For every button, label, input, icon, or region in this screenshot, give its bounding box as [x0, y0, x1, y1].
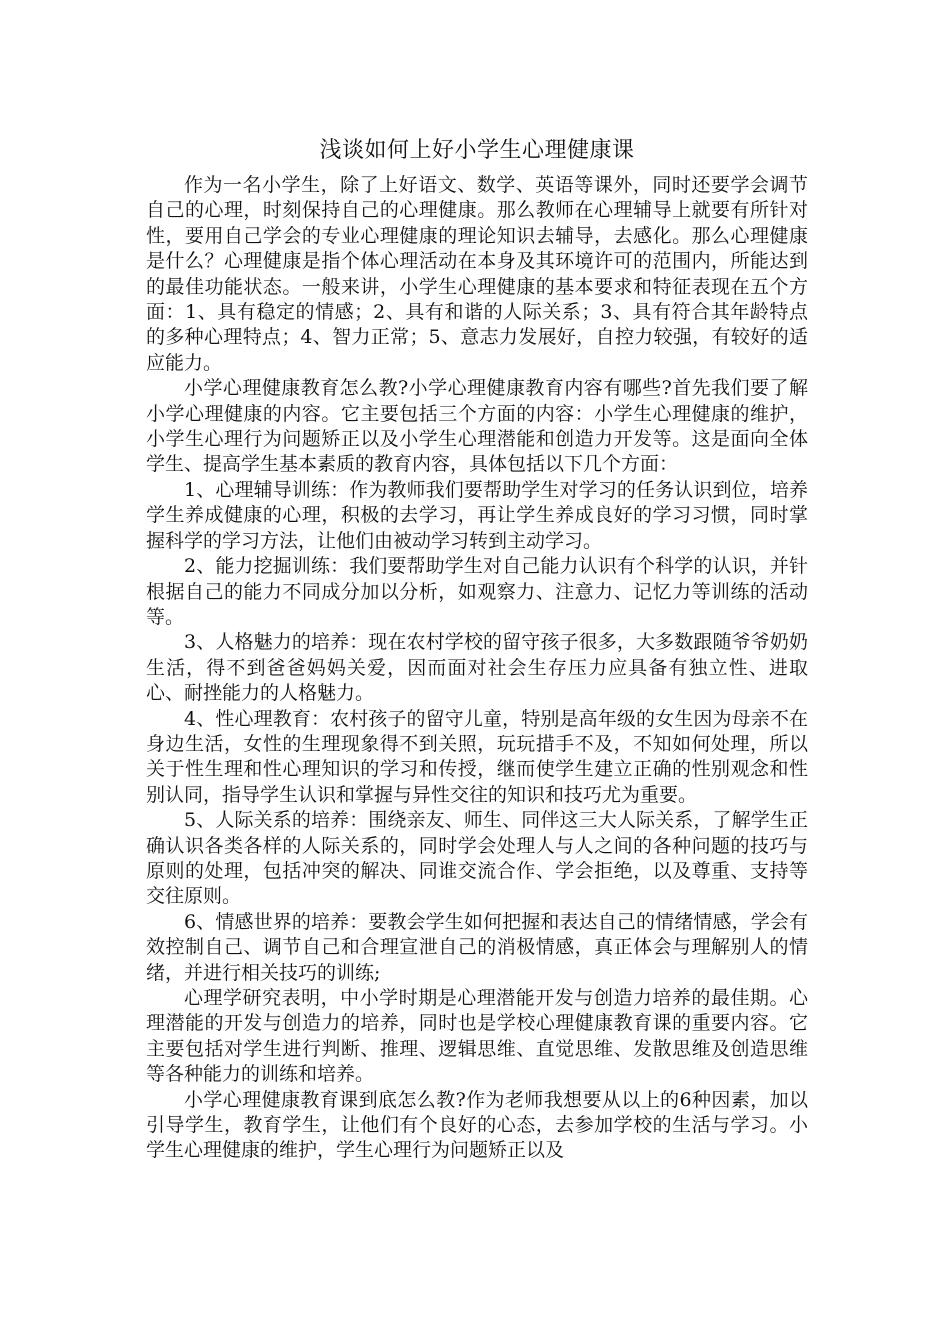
- paragraph-item-5: 5、人际关系的培养：围绕亲友、师生、同伴这三大人际关系，了解学生正确认识各类各样的人际关系的，同时学会处理人与人之间的各种问题的技巧与原则的处理，包括冲突的解决、同谁交流合作、学会拒绝，以及尊重、支持等交往原则。: [146, 809, 808, 908]
- paragraph-intro: 作为一名小学生，除了上好语文、数学、英语等课外，同时还要学会调节自己的心理，时刻保持自己的心理健康。那么教师在心理辅导上就要有所针对性，要用自己学会的专业心理健康的理论知识去辅导，去感化。那么心理健康是什么？心理健康是指个体心理活动在本身及其环境许可的范围内，所能达到的最佳功能状态。一般来讲，小学生心理健康的基本要求和特征表现在五个方面：1、具有稳定的情感；2、具有和谐的人际关系；3、具有符合其年龄特点的多种心理特点；4、智力正常；5、意志力发展好，自控力较强，有较好的适应能力。: [146, 174, 808, 374]
- paragraph-item-2: 2、能力挖掘训练：我们要帮助学生对自己能力认识有个科学的认识，并针根据自己的能力不同成分加以分析，如观察力、注意力、记忆力等训练的活动等。: [146, 555, 808, 628]
- document-title: 浅谈如何上好小学生心理健康课: [319, 138, 635, 163]
- paragraph-research: 心理学研究表明，中小学时期是心理潜能开发与创造力培养的最佳期。心理潜能的开发与创造力的培养，同时也是学校心理健康教育课的重要内容。它主要包括对学生进行判断、推理、逻辑思维、直觉思维、发散思维及创造思维等各种能力的训练和培养。: [146, 987, 808, 1086]
- paragraph-item-1: 1、心理辅导训练：作为教师我们要帮助学生对学习的任务认识到位，培养学生养成健康的心理，积极的去学习，再让学生养成良好的学习习惯，同时掌握科学的学习方法，让他们由被动学习转到主动学习。: [146, 478, 808, 552]
- paragraph-item-3: 3、人格魅力的培养：现在农村学校的留守孩子很多，大多数跟随爷爷奶奶生活，得不到爸爸妈妈关爱，因而面对社会生存压力应具备有独立性、进取心、耐挫能力的人格魅力。: [146, 631, 808, 705]
- document-body: [146, 136, 808, 1164]
- paragraph-conclusion: 小学心理健康教育课到底怎么教?作为老师我想要从以上的6种因素，加以引导学生，教育学生，让他们有个良好的心态，去参加学校的生活与学习。小学生心理健康的维护，学生心理行为问题矫正以及: [146, 1088, 808, 1162]
- paragraph-content-overview: 小学心理健康教育怎么教?小学心理健康教育内容有哪些?首先我们要了解小学心理健康的内容。它主要包括三个方面的内容：小学生心理健康的维护，小学生心理行为问题矫正以及小学生心理潜能和创造力开发等。这是面向全体学生、提高学生基本素质的教育内容，具体包括以下几个方面：: [146, 377, 808, 476]
- paragraph-item-4: 4、性心理教育：农村孩子的留守儿童，特别是高年级的女生因为母亲不在身边生活，女性的生理现象得不到关照，玩玩措手不及，不知如何处理，所以关于性生理和性心理知识的学习和传授，继而使学生建立正确的性别观念和性别认同，指导学生认识和掌握与异性交往的知识和技巧尤为重要。: [146, 707, 808, 806]
- paragraph-item-6: 6、情感世界的培养：要教会学生如何把握和表达自己的情绪情感，学会有效控制自己、调节自己和合理宣泄自己的消极情感，真正体会与理解别人的情绪，并进行相关技巧的训练;: [146, 910, 808, 984]
